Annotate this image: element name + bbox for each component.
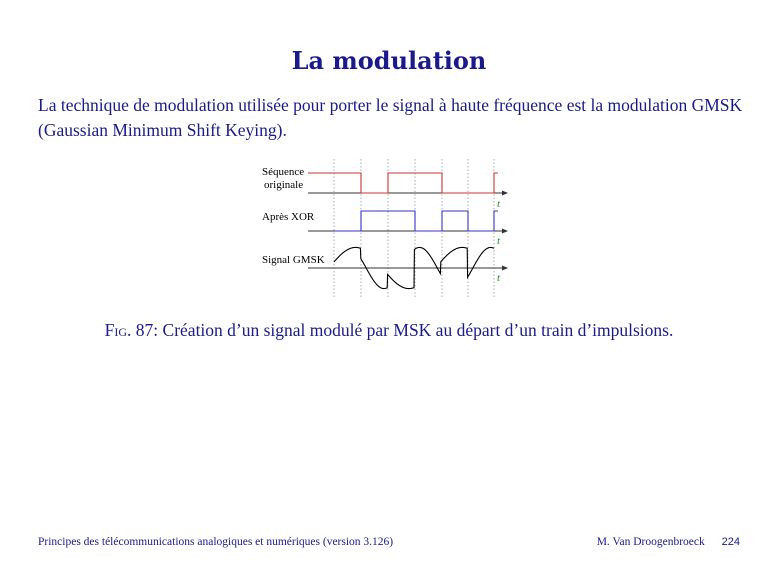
sequence-signal bbox=[308, 173, 498, 193]
xor-signal bbox=[334, 211, 498, 231]
axis-sequence-arrow bbox=[502, 191, 508, 196]
modulation-figure bbox=[250, 155, 520, 305]
caption-prefix: Fig. bbox=[104, 320, 132, 340]
figure-caption bbox=[0, 320, 778, 341]
label-sequence-line1: Séquence bbox=[262, 166, 305, 178]
t-label-gmsk: t bbox=[497, 272, 501, 284]
label-sequence-line2: originale bbox=[264, 179, 304, 191]
caption-text: Création d’un signal modulé par MSK au départ d’un train d’impulsions. bbox=[162, 320, 674, 340]
caption-number: 87: bbox=[135, 320, 159, 340]
footer-author: M. Van Droogenbroeck bbox=[596, 536, 705, 548]
t-label-sequence: t bbox=[497, 198, 501, 210]
page-title: La modulation bbox=[291, 46, 487, 75]
label-after-xor: Après XOR bbox=[262, 211, 315, 223]
intro-paragraph: La technique de modulation utilisée pour porter le signal à haute fréquence est la modulation GMSK (Gaussian Minimum Shift Keying). bbox=[38, 95, 743, 140]
axis-gmsk-arrow bbox=[502, 266, 508, 271]
label-gmsk: Signal GMSK bbox=[262, 254, 325, 266]
axis-xor-arrow bbox=[502, 229, 508, 234]
footer-right bbox=[597, 536, 740, 548]
t-label-xor: t bbox=[497, 235, 501, 247]
footer-course-title: Principes des télécommunications analogiques et numériques (version 3.126) bbox=[38, 536, 394, 548]
gmsk-diagram bbox=[250, 155, 520, 305]
page-number: 224 bbox=[721, 536, 740, 548]
